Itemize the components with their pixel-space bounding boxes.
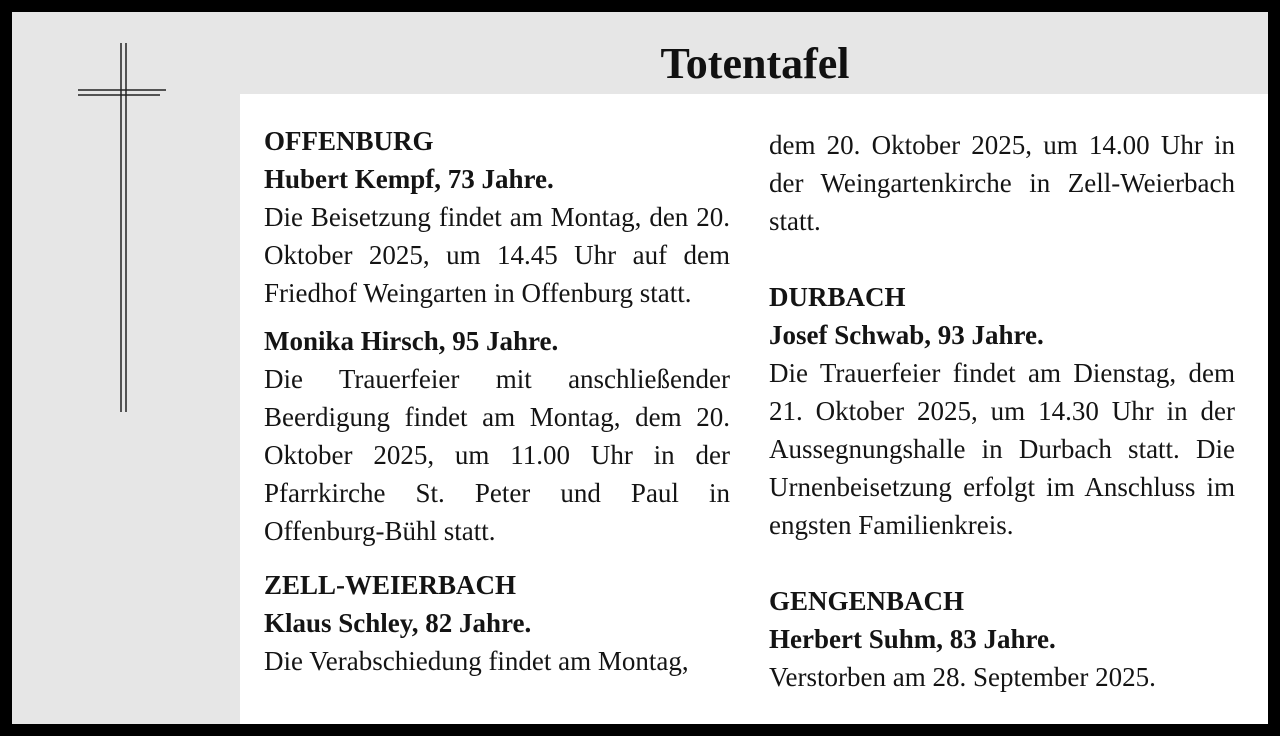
notice-text: dem 20. Oktober 2025, um 14.00 Uhr in der Weingartenkirche in Zell-Weierbach statt.: [769, 130, 1235, 236]
cross-icon: [78, 43, 168, 413]
notice-panel: [240, 94, 1268, 724]
deceased-name: Monika Hirsch, 95 Jahre.: [264, 326, 559, 356]
notice-text: Verstorben am 28. September 2025.: [769, 662, 1156, 692]
notice-text: Die Trauerfeier findet am Dienstag, dem 21. Oktober 2025, um 14.30 Uhr in der Aussegnungshalle in Durbach statt. Die Urnenbeisetzung erfolgt im Anschluss im engsten Familienkreis.: [769, 358, 1235, 540]
right-column: [769, 126, 1235, 696]
place-heading-zell-weierbach: ZELL-WEIERBACH: [264, 570, 517, 600]
deceased-name: Hubert Kempf, 73 Jahre.: [264, 164, 554, 194]
deceased-name: Josef Schwab, 93 Jahre.: [769, 320, 1044, 350]
place-heading-offenburg: OFFENBURG: [264, 126, 434, 156]
place-heading-durbach: DURBACH: [769, 282, 906, 312]
page-title: Totentafel: [660, 39, 850, 88]
deceased-name: Herbert Suhm, 83 Jahre.: [769, 624, 1056, 654]
place-heading-gengenbach: GENGENBACH: [769, 586, 965, 616]
notice-text: Die Verabschiedung findet am Montag,: [264, 646, 689, 676]
obituary-board: [12, 12, 1268, 724]
deceased-name: Klaus Schley, 82 Jahre.: [264, 608, 532, 638]
notice-text: Die Beisetzung findet am Montag, den 20. Oktober 2025, um 14.45 Uhr auf dem Friedhof Weingarten in Offenburg statt.: [264, 202, 730, 308]
left-column: [264, 122, 730, 680]
notice-text: Die Trauerfeier mit anschließender Beerdigung findet am Montag, dem 20. Oktober 2025, um 11.00 Uhr in der Pfarrkirche St. Peter und Paul in Offenburg-Bühl statt.: [264, 364, 730, 546]
